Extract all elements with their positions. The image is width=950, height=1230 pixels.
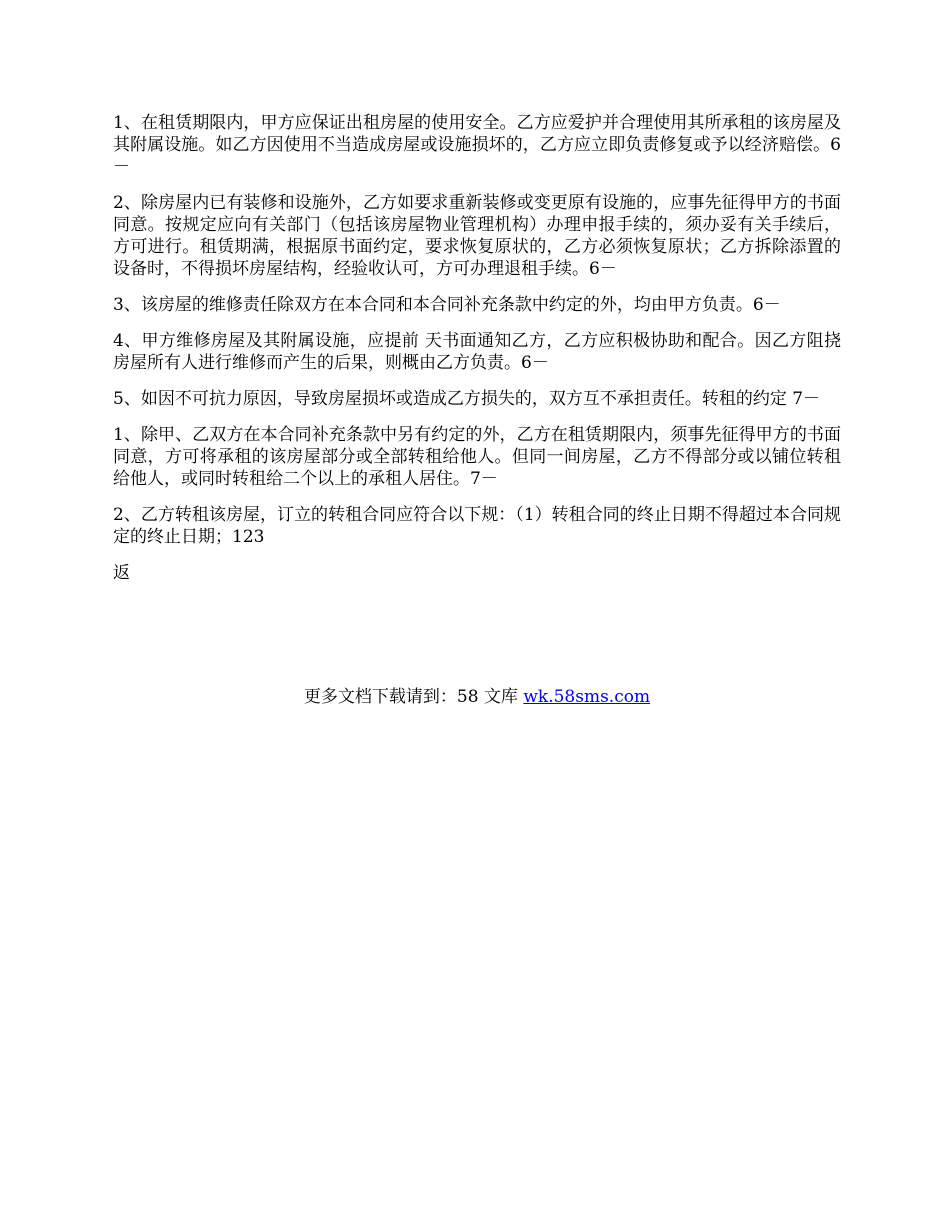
paragraph-8: 返 xyxy=(113,563,130,583)
paragraph-1: 1、在租赁期限内，甲方应保证出租房屋的使用安全。乙方应爱护并合理使用其所承租的该房屋及其附属设施。如乙方因使用不当造成房屋或设施损坏的，乙方应立即负责修复或予以经济赔偿。6－ xyxy=(113,113,841,177)
document-body xyxy=(113,112,841,602)
paragraph-6: 1、除甲、乙双方在本合同补充条款中另有约定的外，乙方在租赁期限内，须事先征得甲方的书面同意，方可将承租的该房屋部分或全部转租给他人。但同一间房屋，乙方不得部分或以铺位转租给他人，或同时转租给二个以上的承租人居住。7－ xyxy=(113,425,841,489)
paragraph-4: 4、甲方维修房屋及其附属设施，应提前 天书面通知乙方，乙方应积极协助和配合。因乙方阻挠房屋所有人进行维修而产生的后果，则概由乙方负责。6－ xyxy=(113,331,841,373)
paragraph-2: 2、除房屋内已有装修和设施外，乙方如要求重新装修或变更原有设施的，应事先征得甲方的书面同意。按规定应向有关部门（包括该房屋物业管理机构）办理申报手续的，须办妥有关手续后，方可进行。租赁期满，根据原书面约定，要求恢复原状的，乙方必须恢复原状；乙方拆除添置的设备时，不得损坏房屋结构，经验收认可，方可办理退租手续。6－ xyxy=(113,193,841,279)
download-footer xyxy=(113,686,841,708)
paragraph-5: 5、如因不可抗力原因，导致房屋损坏或造成乙方损失的，双方互不承担责任。转租的约定 7－ xyxy=(113,389,821,409)
paragraph-3: 3、该房屋的维修责任除双方在本合同和本合同补充条款中约定的外，均由甲方负责。6－ xyxy=(113,295,781,315)
paragraph-7: 2、乙方转租该房屋，订立的转租合同应符合以下规：（1）转租合同的终止日期不得超过本合同规定的终止日期；123 xyxy=(113,505,841,547)
footer-prefix: 更多文档下载请到：58 文库 xyxy=(303,687,524,707)
footer-link[interactable]: wk.58sms.com xyxy=(523,687,651,707)
